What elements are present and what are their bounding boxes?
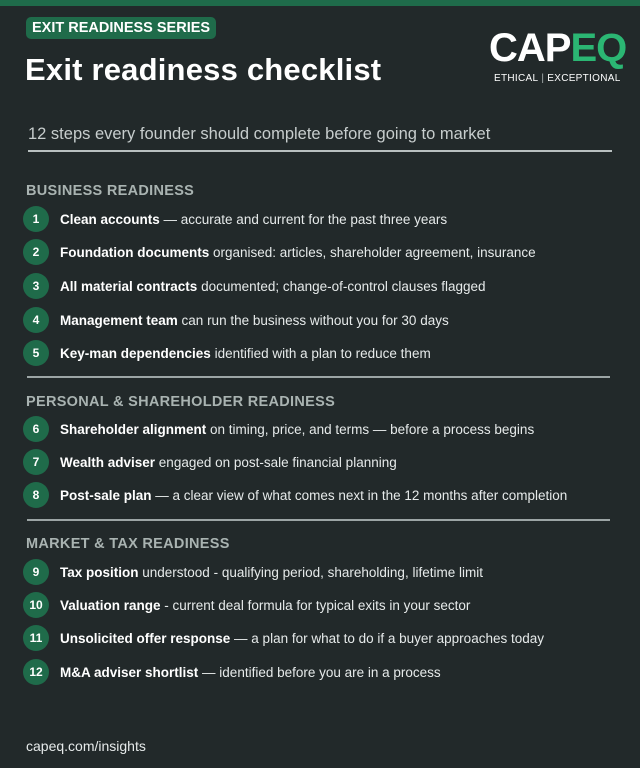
step-number-badge: 11 xyxy=(23,625,49,651)
item-bold-label: Unsolicited offer response xyxy=(60,630,231,646)
item-description: — a clear view of what comes next in the 12 months after completion xyxy=(151,487,568,503)
top-accent-bar xyxy=(0,0,640,6)
item-description: on timing, price, and terms — before a process begins xyxy=(206,421,535,437)
logo-tag-right: EXCEPTIONAL xyxy=(547,73,621,84)
item-text xyxy=(60,245,536,260)
step-number-badge: 1 xyxy=(23,206,49,232)
checklist-item xyxy=(23,592,470,618)
checklist-item xyxy=(23,206,447,232)
step-number-badge: 2 xyxy=(23,239,49,265)
section-divider xyxy=(27,519,610,521)
item-text xyxy=(60,488,567,503)
step-number-badge: 10 xyxy=(23,592,49,618)
item-description: can run the business without you for 30 days xyxy=(177,312,449,328)
item-text xyxy=(60,455,397,470)
item-text xyxy=(60,598,470,613)
item-text xyxy=(60,422,534,437)
checklist-item xyxy=(23,482,567,508)
logo-eq: EQ xyxy=(570,26,627,70)
step-number-badge: 4 xyxy=(23,307,49,333)
item-description: — accurate and current for the past three years xyxy=(159,211,448,227)
checklist-item xyxy=(23,559,483,585)
footer-url[interactable]: capeq.com/insights xyxy=(26,738,146,754)
item-bold-label: M&A adviser shortlist xyxy=(60,664,199,680)
logo-wordmark xyxy=(489,28,626,68)
logo-tag-left: ETHICAL xyxy=(494,73,539,84)
subtitle: 12 steps every founder should complete before going to market xyxy=(28,125,491,143)
item-text xyxy=(60,631,544,646)
series-badge: EXIT READINESS SERIES xyxy=(26,17,216,39)
item-description: — identified before you are in a process xyxy=(198,664,441,680)
checklist-item xyxy=(23,307,449,333)
step-number-badge: 8 xyxy=(23,482,49,508)
step-number-badge: 3 xyxy=(23,273,49,299)
checklist-item xyxy=(23,239,536,265)
item-description: engaged on post-sale financial planning xyxy=(155,454,397,470)
logo-tagline xyxy=(494,73,621,84)
item-description: organised: articles, shareholder agreement, insurance xyxy=(209,244,536,260)
item-description: — a plan for what to do if a buyer approaches today xyxy=(230,630,544,646)
checklist-item xyxy=(23,340,431,366)
item-description: identified with a plan to reduce them xyxy=(210,345,431,361)
step-number-badge: 7 xyxy=(23,449,49,475)
step-number-badge: 9 xyxy=(23,559,49,585)
checklist-item xyxy=(23,273,486,299)
checklist-item xyxy=(23,625,544,651)
capeq-logo xyxy=(489,26,627,88)
step-number-badge: 6 xyxy=(23,416,49,442)
item-bold-label: Valuation range xyxy=(60,597,161,613)
item-bold-label: All material contracts xyxy=(60,278,198,294)
item-bold-label: Clean accounts xyxy=(60,211,160,227)
item-bold-label: Shareholder alignment xyxy=(60,421,207,437)
item-description: documented; change-of-control clauses flagged xyxy=(197,278,486,294)
section-heading-market-tax: MARKET & TAX READINESS xyxy=(26,536,230,552)
logo-tag-separator: | xyxy=(541,73,545,84)
subtitle-rule xyxy=(28,150,612,152)
step-number-badge: 12 xyxy=(23,659,49,685)
item-text xyxy=(60,665,441,680)
item-text xyxy=(60,212,447,227)
checklist-item xyxy=(23,416,534,442)
item-text xyxy=(60,313,449,328)
item-text xyxy=(60,346,431,361)
item-bold-label: Tax position xyxy=(60,564,139,580)
checklist-item xyxy=(23,659,441,685)
section-heading-personal: PERSONAL & SHAREHOLDER READINESS xyxy=(26,394,336,410)
item-bold-label: Foundation documents xyxy=(60,244,210,260)
section-heading-business: BUSINESS READINESS xyxy=(26,183,195,199)
item-bold-label: Wealth adviser xyxy=(60,454,156,470)
item-bold-label: Post-sale plan xyxy=(60,487,152,503)
checklist-item xyxy=(23,449,397,475)
page-title: Exit readiness checklist xyxy=(25,52,382,87)
item-text xyxy=(60,565,483,580)
item-description: understood - qualifying period, shareholding, lifetime limit xyxy=(138,564,483,580)
item-bold-label: Management team xyxy=(60,312,178,328)
logo-cap: CAP xyxy=(489,26,571,70)
item-text xyxy=(60,279,486,294)
item-description: - current deal formula for typical exits in your sector xyxy=(160,597,471,613)
item-bold-label: Key-man dependencies xyxy=(60,345,211,361)
section-divider xyxy=(27,376,610,378)
step-number-badge: 5 xyxy=(23,340,49,366)
